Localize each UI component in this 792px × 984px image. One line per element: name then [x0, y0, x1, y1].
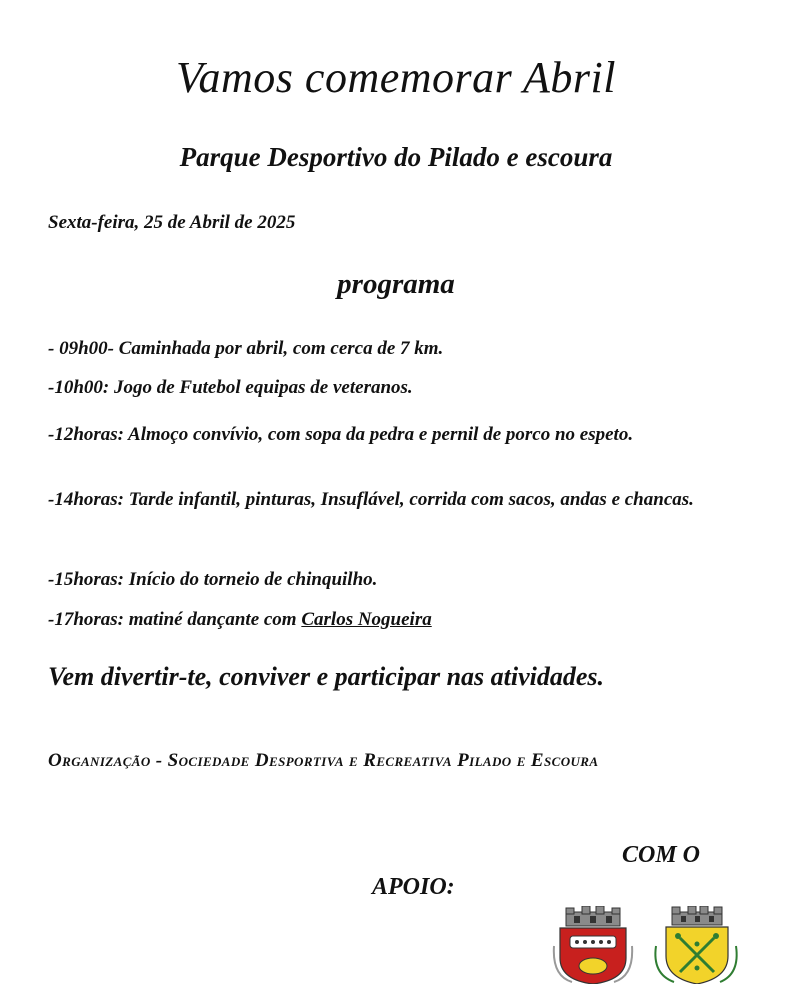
event-date: Sexta-feira, 25 de Abril de 2025 — [48, 212, 296, 233]
program-item — [48, 606, 748, 634]
program-item: -15horas: Início do torneio de chinquilho. — [48, 569, 378, 590]
parish-crest-icon — [648, 906, 744, 984]
program-item-text: -17horas: matiné dançante com — [48, 609, 302, 630]
support-label-line1: COM O — [622, 842, 701, 868]
program-item: - 09h00- Caminhada por abril, com cerca de 7 km. — [48, 338, 444, 359]
organization-credit: Organização - Sociedade Desportiva e Recreativa Pilado e Escoura — [48, 750, 599, 771]
program-item: -12horas: Almoço convívio, com sopa da pedra e pernil de porco no espeto. — [48, 424, 634, 445]
crown-icon — [672, 906, 722, 925]
performer-link[interactable]: Carlos Nogueira — [301, 609, 432, 630]
support-label-line2: APOIO: — [372, 874, 455, 900]
crown-icon — [566, 906, 620, 926]
poster-title: Vamos comemorar Abril — [176, 53, 616, 102]
program-heading: programa — [337, 268, 455, 300]
venue-heading: Parque Desportivo do Pilado e escoura — [179, 142, 613, 172]
program-item: -14horas: Tarde infantil, pinturas, Insuflável, corrida com sacos, andas e chancas. — [48, 489, 694, 510]
municipal-crest-icon — [552, 906, 634, 984]
invitation-text: Vem divertir-te, conviver e participar nas atividades. — [48, 662, 605, 691]
program-item: -10h00: Jogo de Futebol equipas de veteranos. — [48, 377, 413, 398]
